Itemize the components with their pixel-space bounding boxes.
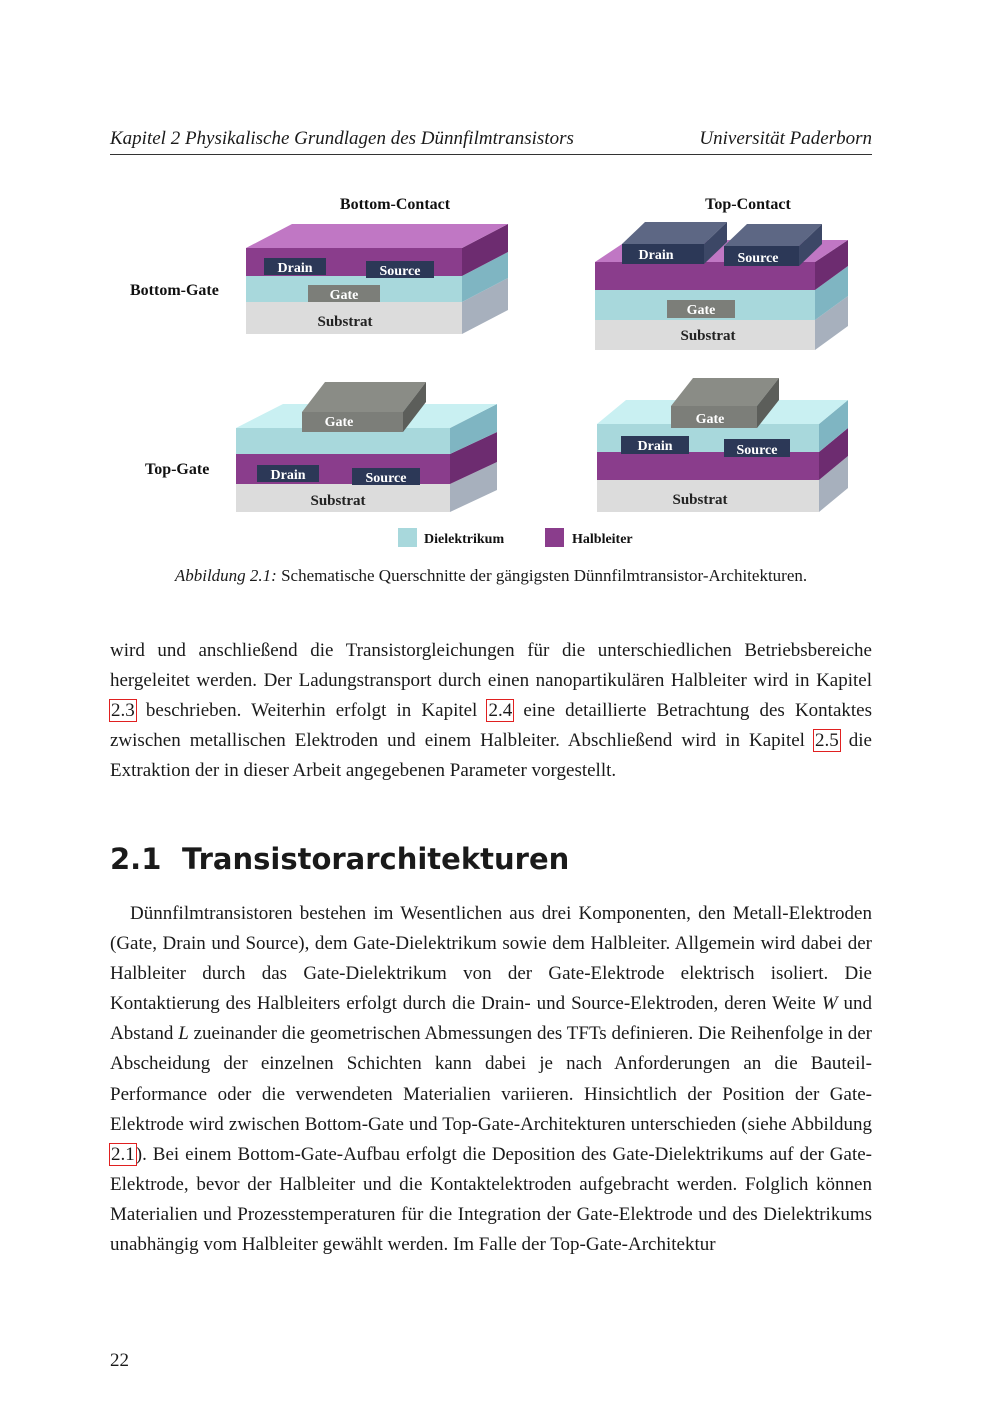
text-run: zueinander die geometrischen Abmessungen des TFTs definieren. Die Reihenfolge in der Abscheidung der einzelnen Schichten kann dabei je nach Anforderungen an die Bauteil-Performance oder die verwendeten Materialien variieren. Hinsichtlich der Position der Gate-Elektrode wird zwischen Bottom-Gate und Top-Gate-Architekturen unterschieden (siehe Abbildung — [110, 1023, 872, 1135]
chapter-link-2-5[interactable]: 2.5 — [814, 730, 839, 752]
gate-label: Gate — [695, 412, 725, 427]
heading-top-contact: Top-Contact — [705, 196, 791, 213]
chapter-link-2-4[interactable]: 2.4 — [488, 700, 513, 722]
semiconductor-layer — [595, 262, 815, 290]
running-header — [110, 128, 872, 155]
diagram-bottom-gate-top-contact — [595, 222, 848, 350]
section-title: Transistorarchitekturen — [182, 842, 570, 876]
legend-label-semiconductor: Halbleiter — [572, 532, 633, 547]
text-run: Dünnfilmtransistoren bestehen im Wesentlichen aus drei Komponenten, den Metall-Elektroden (Gate, Drain und Source), dem Gate-Dielektrikum sowie dem Halbleiter. Allgemein wird dabei der Halbleiter durch das Gate-Dielektrikum von der Gate-Elektrode elektrisch isoliert. Die Kontaktierung des Halbleiters erfolgt durch die Drain- und Source-Elektroden, deren Weite — [110, 903, 872, 1015]
figure-tft-architectures — [0, 180, 1000, 560]
header-university: Universität Paderborn — [699, 128, 872, 149]
heading-bottom-contact: Bottom-Contact — [339, 196, 451, 213]
legend-label-dielectric: Dielektrikum — [424, 532, 505, 547]
text-run: die Extraktion der in dieser Arbeit angegebenen Parameter vorgestellt. — [110, 730, 872, 782]
source-label: Source — [379, 264, 421, 279]
drain-label: Drain — [637, 439, 673, 454]
substrate-label: Substrat — [317, 314, 373, 330]
source-label: Source — [365, 471, 407, 486]
text-run: ). Bei einem Bottom-Gate-Aufbau erfolgt die Deposition des Gate-Dielektrikums auf der Gate-Elektrode, bevor der Halbleiter und die Kontaktelektroden aufgebracht werden. Folglich können Materialien und Prozesstemperaturen für die Integration der Gate-Elektrode und des Dielektrikums unabhängig vom Halbleiter gewählt werden. Im Falle der Top-Gate-Architektur — [110, 1143, 872, 1256]
paragraph-body — [110, 899, 872, 1260]
drain-label: Drain — [277, 261, 313, 276]
heading-bottom-gate: Bottom-Gate — [130, 282, 219, 299]
substrate-label: Substrat — [680, 328, 736, 344]
section-number: 2.1 — [110, 842, 162, 876]
drain-label: Drain — [638, 248, 674, 263]
text-run: eine detaillierte Betrachtung des Kontaktes zwischen metallischen Elektroden und einem Halbleiter. Abschließend wird in Kapitel — [110, 700, 872, 752]
figure-caption — [110, 566, 872, 586]
header-chapter: Kapitel 2 Physikalische Grundlagen des Dünnfilmtransistors — [110, 128, 574, 149]
gate-label: Gate — [329, 288, 359, 303]
diagram-top-gate-bottom-contact — [236, 382, 497, 512]
page-number: 22 — [110, 1350, 129, 1371]
diagram-bottom-gate-bottom-contact — [246, 224, 508, 334]
drain-label: Drain — [270, 468, 306, 483]
math-w: W — [821, 993, 838, 1015]
substrate-label: Substrat — [310, 493, 366, 509]
gate-label: Gate — [686, 303, 716, 318]
paragraph-intro — [110, 636, 872, 786]
heading-top-gate: Top-Gate — [145, 461, 210, 478]
gate-label: Gate — [324, 415, 354, 430]
caption-label: Abbildung 2.1: — [174, 566, 277, 585]
text-run: wird und anschließend die Transistorgleichungen für die unterschiedlichen Betriebsbereiche hergeleitet werden. Der Ladungstransport durch einen nanopartikulären Halbleiter wird in Kapitel — [110, 640, 872, 692]
chapter-link-2-3[interactable]: 2.3 — [111, 700, 135, 722]
source-label: Source — [737, 251, 779, 266]
caption-text: Schematische Querschnitte der gängigsten Dünnfilmtransistor-Architekturen. — [276, 566, 808, 585]
math-l: L — [178, 1023, 189, 1045]
section-heading — [110, 842, 569, 876]
legend — [398, 528, 633, 547]
substrate-label: Substrat — [672, 492, 728, 508]
legend-swatch-dielectric — [398, 528, 417, 547]
source-label: Source — [736, 443, 778, 458]
text-run: beschrieben. Weiterhin erfolgt in Kapitel — [135, 700, 488, 722]
text-run: und Abstand — [110, 993, 872, 1045]
diagram-top-gate-top-contact — [597, 378, 848, 512]
figure-link-2-1[interactable]: 2.1 — [111, 1143, 135, 1165]
legend-swatch-semiconductor — [545, 528, 564, 547]
